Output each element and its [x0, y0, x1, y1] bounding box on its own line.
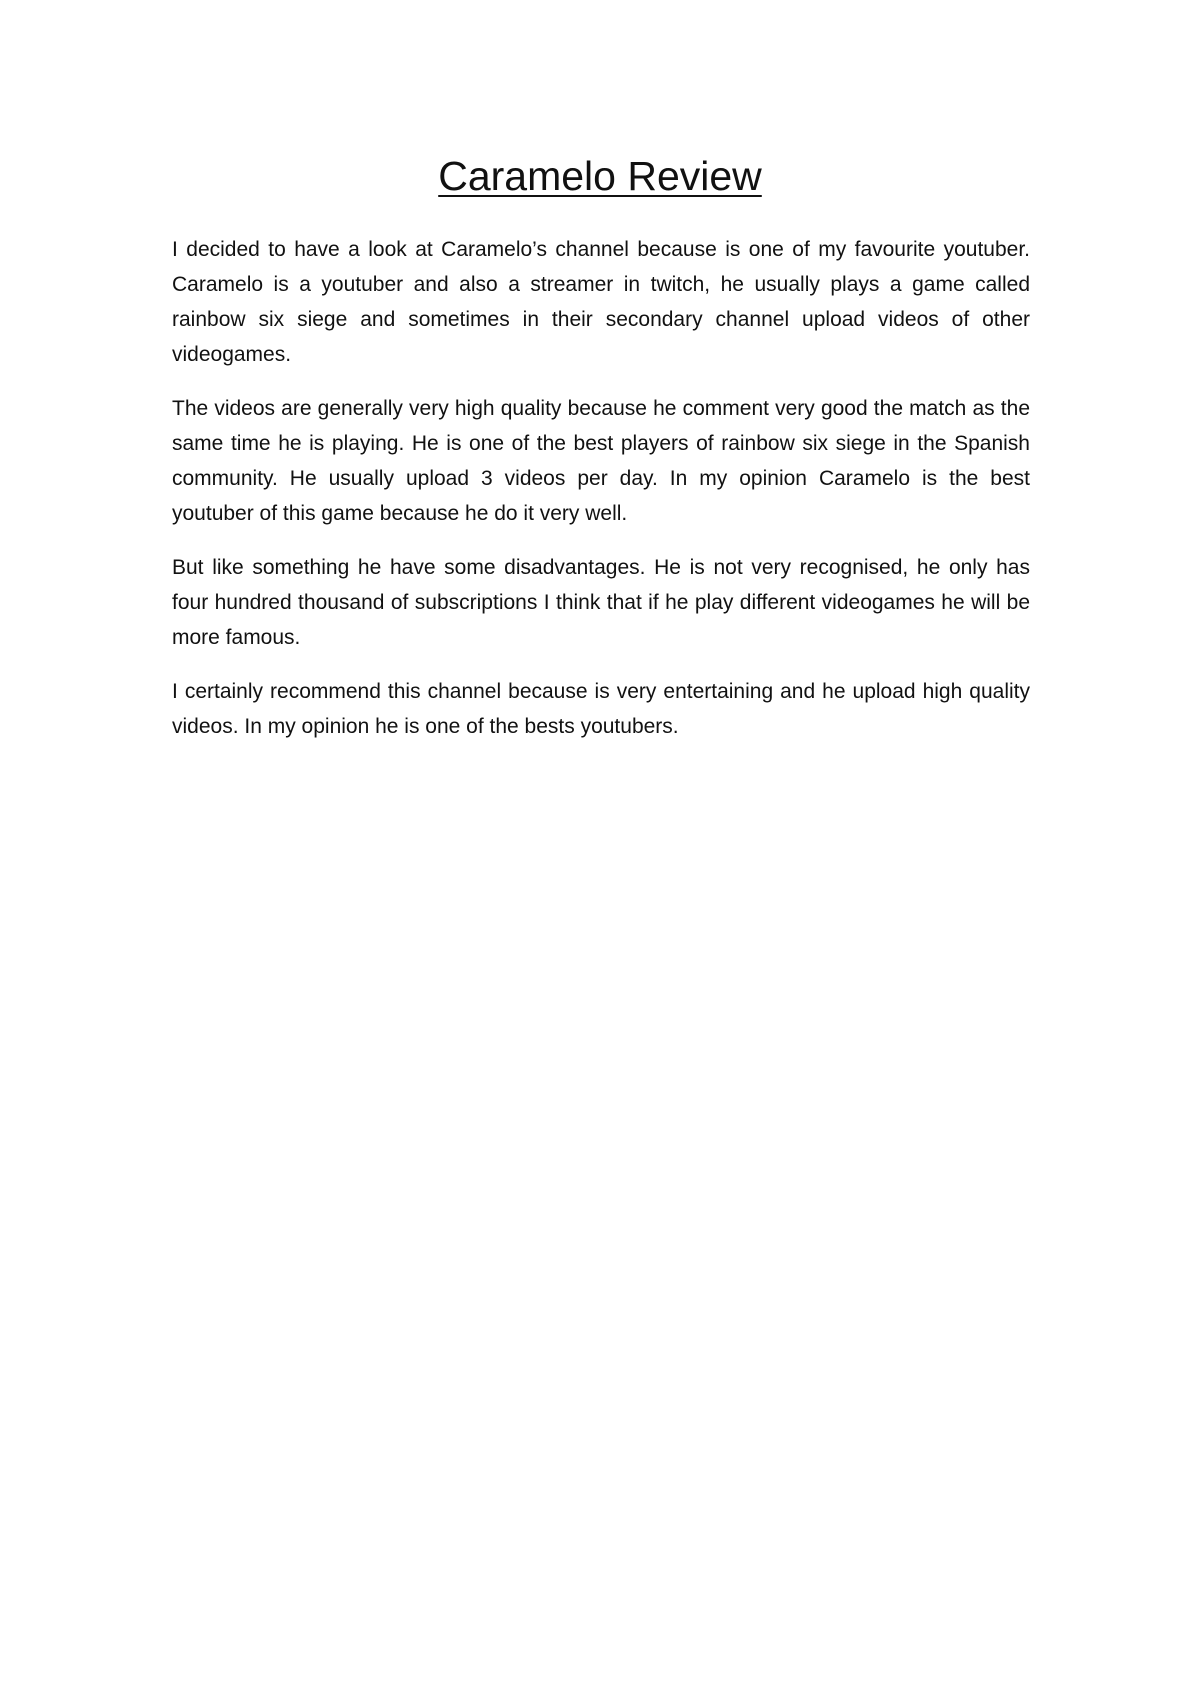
- paragraph-3: But like something he have some disadvantages. He is not very recognised, he only has four hundred thousand of subscriptions I think that if he play different videogames he will be more famous.: [172, 556, 1030, 649]
- paragraph-1: I decided to have a look at Caramelo’s channel because is one of my favourite youtuber. Caramelo is a youtuber and also a streamer in twitch, he usually plays a game called rainbow six siege and sometimes in their secondary channel upload videos of other videogames.: [172, 238, 1030, 366]
- paragraph-2: The videos are generally very high quality because he comment very good the match as the same time he is playing. He is one of the best players of rainbow six siege in the Spanish community. He usually upload 3 videos per day. In my opinion Caramelo is the best youtuber of this game because he do it very well.: [172, 397, 1030, 525]
- document-body: [172, 232, 1030, 763]
- document-title: Caramelo Review: [438, 153, 762, 199]
- paragraph-4: I certainly recommend this channel because is very entertaining and he upload high quality videos. In my opinion he is one of the bests youtubers.: [172, 680, 1030, 738]
